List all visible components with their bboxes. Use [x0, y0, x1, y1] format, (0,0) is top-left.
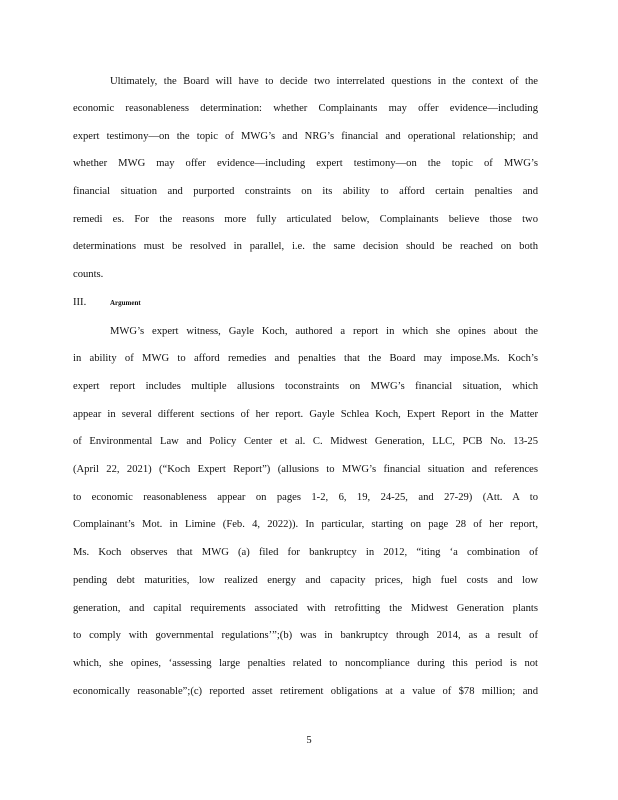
page-number: 5	[306, 735, 312, 746]
paragraph-line: Ultimately, the Board will have to decide two interrelated questions in the context of the	[110, 76, 538, 87]
paragraph-line: pending debt maturities, low realized energy and capacity prices, high fuel costs and low	[73, 575, 538, 586]
paragraph-line: expert report includes multiple allusions toconstraints on MWG’s financial situation, which	[73, 381, 538, 392]
paragraph-line: Ms. Koch observes that MWG (a) filed for bankruptcy in 2012, “iting ‘a combination of	[73, 547, 538, 558]
paragraph-line: whether MWG may offer evidence—including expert testimony—on the topic of MWG’s	[73, 158, 538, 169]
paragraph-line: financial situation and purported constraints on its ability to afford certain penalties and	[73, 186, 538, 197]
section-number: III.	[73, 297, 87, 308]
section-heading: Argument	[110, 299, 141, 307]
paragraph-line: to economic reasonableness appear on pages 1-2, 6, 19, 24-25, and 27-29) (Att. A to	[73, 492, 538, 503]
paragraph-line: counts.	[73, 269, 104, 280]
paragraph-line: to comply with governmental regulations’”;(b) was in bankruptcy through 2014, as a result of	[73, 630, 538, 641]
paragraph-line: remedi es. For the reasons more fully articulated below, Complainants believe those two	[73, 214, 538, 225]
paragraph-line: economic reasonableness determination: whether Complainants may offer evidence—including	[73, 103, 538, 114]
paragraph-line: Complainant’s Mot. in Limine (Feb. 4, 2022)). In particular, starting on page 28 of her report,	[73, 519, 538, 530]
paragraph-line: which, she opines, ‘assessing large penalties related to noncompliance during this period is not	[73, 658, 538, 669]
paragraph-line: MWG’s expert witness, Gayle Koch, authored a report in which she opines about the	[110, 326, 538, 337]
paragraph-line: (April 22, 2021) (“Koch Expert Report”) (allusions to MWG’s financial situation and references	[73, 464, 538, 475]
paragraph-line: in ability of MWG to afford remedies and penalties that the Board may impose.Ms. Koch’s	[73, 353, 538, 364]
paragraph-line: economically reasonable”;(c) reported asset retirement obligations at a value of $78 million; and	[73, 686, 538, 697]
paragraph-line: generation, and capital requirements associated with retrofitting the Midwest Generation plants	[73, 603, 538, 614]
paragraph-line: determinations must be resolved in parallel, i.e. the same decision should be reached on both	[73, 241, 538, 252]
paragraph-line: of Environmental Law and Policy Center et al. C. Midwest Generation, LLC, PCB No. 13-25	[73, 436, 538, 447]
paragraph-line: expert testimony—on the topic of MWG’s and NRG’s financial and operational relationship; and	[73, 131, 538, 142]
paragraph-line: appear in several different sections of her report. Gayle Schlea Koch, Expert Report in the Matter	[73, 409, 538, 420]
